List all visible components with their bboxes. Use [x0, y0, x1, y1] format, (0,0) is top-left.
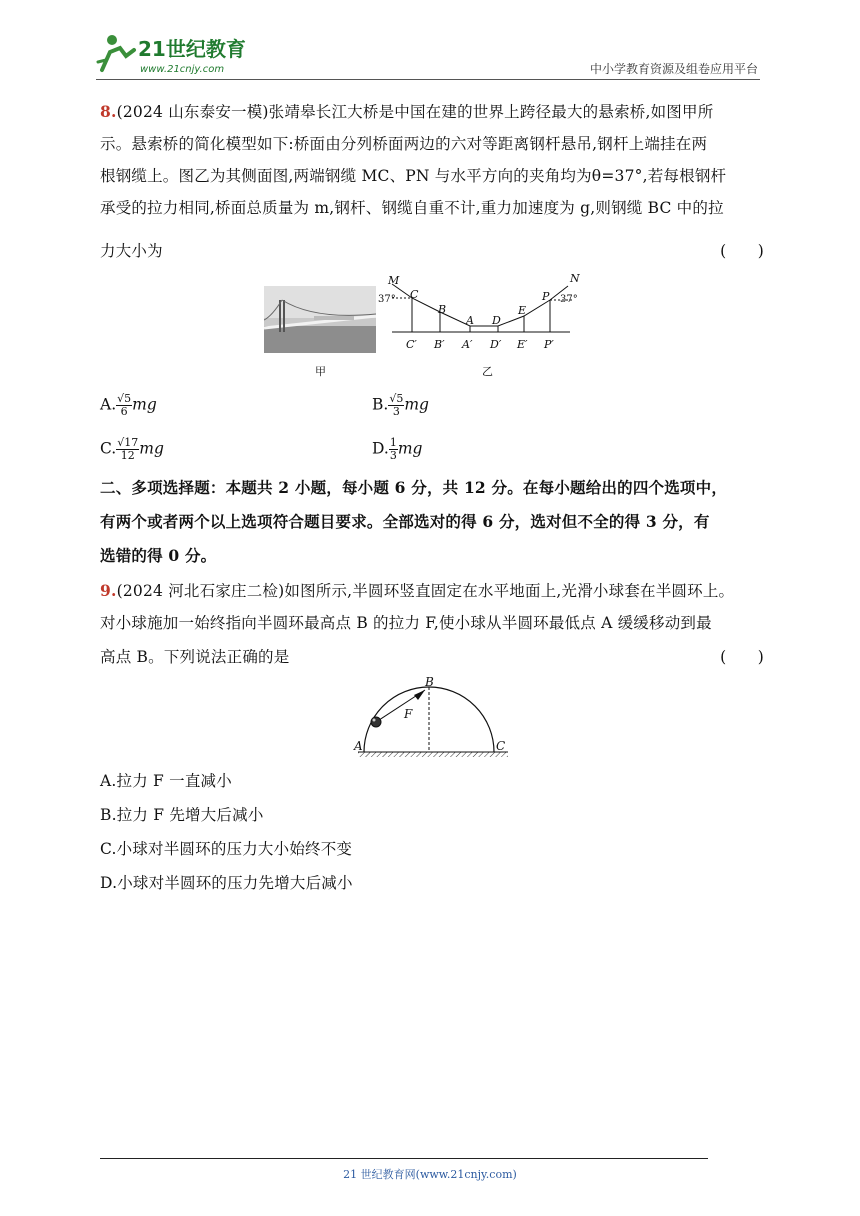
label-E: E: [518, 304, 527, 317]
label-N: N: [570, 272, 580, 285]
label-P: P: [542, 290, 550, 303]
q8-text-1: 张靖皋长江大桥是中国在建的世界上跨径最大的悬索桥,如图甲所: [268, 103, 714, 121]
header-platform-text: 中小学教育资源及组卷应用平台: [589, 62, 758, 76]
fig-caption-jia: 甲: [315, 365, 326, 378]
q8-text-5: 力大小为: [100, 242, 163, 260]
label-D: D: [492, 314, 501, 327]
q8-line2: 示。悬索桥的简化模型如下:桥面由分列桥面两边的六对等距离钢杆悬吊,钢杆上端挂在两: [100, 135, 708, 153]
label-Cprime: C′: [406, 338, 417, 351]
section2-line2: 有两个或者两个以上选项符合题目要求。全部选对的得 6 分，选对但不全的得 3 分，有: [100, 512, 710, 531]
option-d-fraction: $\frac{1}{3}$: [389, 436, 397, 462]
label-B: B: [425, 675, 434, 689]
q9-answer-paren: ( ): [720, 648, 764, 666]
q9-text-3: 高点 B。下列说法正确的是: [100, 648, 290, 666]
option-b-fraction: $\frac{√5}{3}$: [389, 392, 404, 418]
q9-option-c[interactable]: C.小球对半圆环的压力大小始终不变: [100, 840, 353, 858]
label-Bprime: B′: [434, 338, 445, 351]
q9-option-a[interactable]: A.拉力 F 一直减小: [100, 772, 232, 790]
label-angle-right: 37°: [560, 294, 578, 305]
q9-line1: [100, 575, 764, 607]
q9-number: 9.: [100, 581, 117, 600]
footer-divider: [100, 1158, 708, 1159]
q9-source: (2024 河北石家庄二检): [116, 582, 285, 600]
label-Pprime: P′: [544, 338, 554, 351]
option-b-letter: B.: [372, 395, 389, 414]
label-Dprime: D′: [490, 338, 502, 351]
option-b-tail: mg: [404, 395, 429, 414]
page-header: [96, 30, 760, 80]
q9-line2: 对小球施加一始终指向半圆环最高点 B 的拉力 F,使小球从半圆环最低点 A 缓缓移动到最: [100, 614, 712, 632]
q8-option-a[interactable]: [100, 393, 157, 418]
q8-line1: [100, 96, 764, 128]
q9-option-d[interactable]: D.小球对半圆环的压力先增大后减小: [100, 874, 353, 892]
q8-line4: 承受的拉力相同,桥面总质量为 m,钢杆、钢缆自重不计,重力加速度为 g,则钢缆 BC 中的拉: [100, 199, 724, 217]
bridge-side-diagram: [374, 268, 594, 358]
option-a-tail: mg: [132, 395, 157, 414]
q8-number: 8.: [100, 102, 117, 121]
q8-option-d[interactable]: [372, 437, 422, 462]
label-C: C: [410, 288, 419, 301]
label-M: M: [388, 274, 400, 287]
label-A: A: [354, 739, 363, 753]
label-C: C: [496, 739, 506, 753]
bridge-photo: [264, 286, 376, 353]
q8-source: (2024 山东泰安一模): [116, 103, 269, 121]
option-c-tail: mg: [139, 439, 164, 458]
svg-text:www.21cnjy.com: www.21cnjy.com: [140, 64, 225, 75]
option-a-fraction: $\frac{√5}{6}$: [117, 392, 132, 418]
q8-line3: 根钢缆上。图乙为其侧面图,两端钢缆 MC、PN 与水平方向的夹角均为θ=37°,若每根钢杆: [100, 167, 727, 185]
q9-text-1: 如图所示,半圆环竖直固定在水平地面上,光滑小球套在半圆环上。: [284, 582, 735, 600]
section2-line1: 二、多项选择题：本题共 2 小题，每小题 6 分，共 12 分。在每小题给出的四个选项中，: [100, 478, 728, 497]
q8-answer-paren: ( ): [720, 242, 764, 260]
label-Eprime: E′: [517, 338, 528, 351]
svg-text:21世纪教育: 21世纪教育: [138, 37, 246, 61]
option-d-tail: mg: [397, 439, 423, 458]
q9-option-b[interactable]: B.拉力 F 先增大后减小: [100, 806, 264, 824]
logo-21cnjy: [96, 30, 266, 78]
label-F: F: [404, 707, 413, 721]
option-c-letter: C.: [100, 439, 117, 458]
option-a-letter: A.: [100, 395, 117, 414]
option-d-letter: D.: [372, 439, 389, 458]
q8-option-b[interactable]: [372, 393, 429, 418]
label-Aprime: A′: [462, 338, 473, 351]
q9-line3: [100, 641, 764, 673]
option-c-fraction: $\frac{√17}{12}$: [117, 436, 139, 462]
footer-text: 21 世纪教育网(www.21cnjy.com): [343, 1168, 517, 1181]
header-divider: [96, 79, 760, 80]
section2-line3: 选错的得 0 分。: [100, 546, 217, 565]
label-B: B: [438, 303, 447, 316]
q8-option-c[interactable]: [100, 437, 164, 462]
label-A: A: [466, 314, 474, 327]
fig-caption-yi: 乙: [482, 365, 493, 378]
semicircle-ring-diagram: [352, 674, 512, 764]
q8-line5: [100, 235, 764, 267]
label-angle-left: 37°: [378, 294, 396, 305]
